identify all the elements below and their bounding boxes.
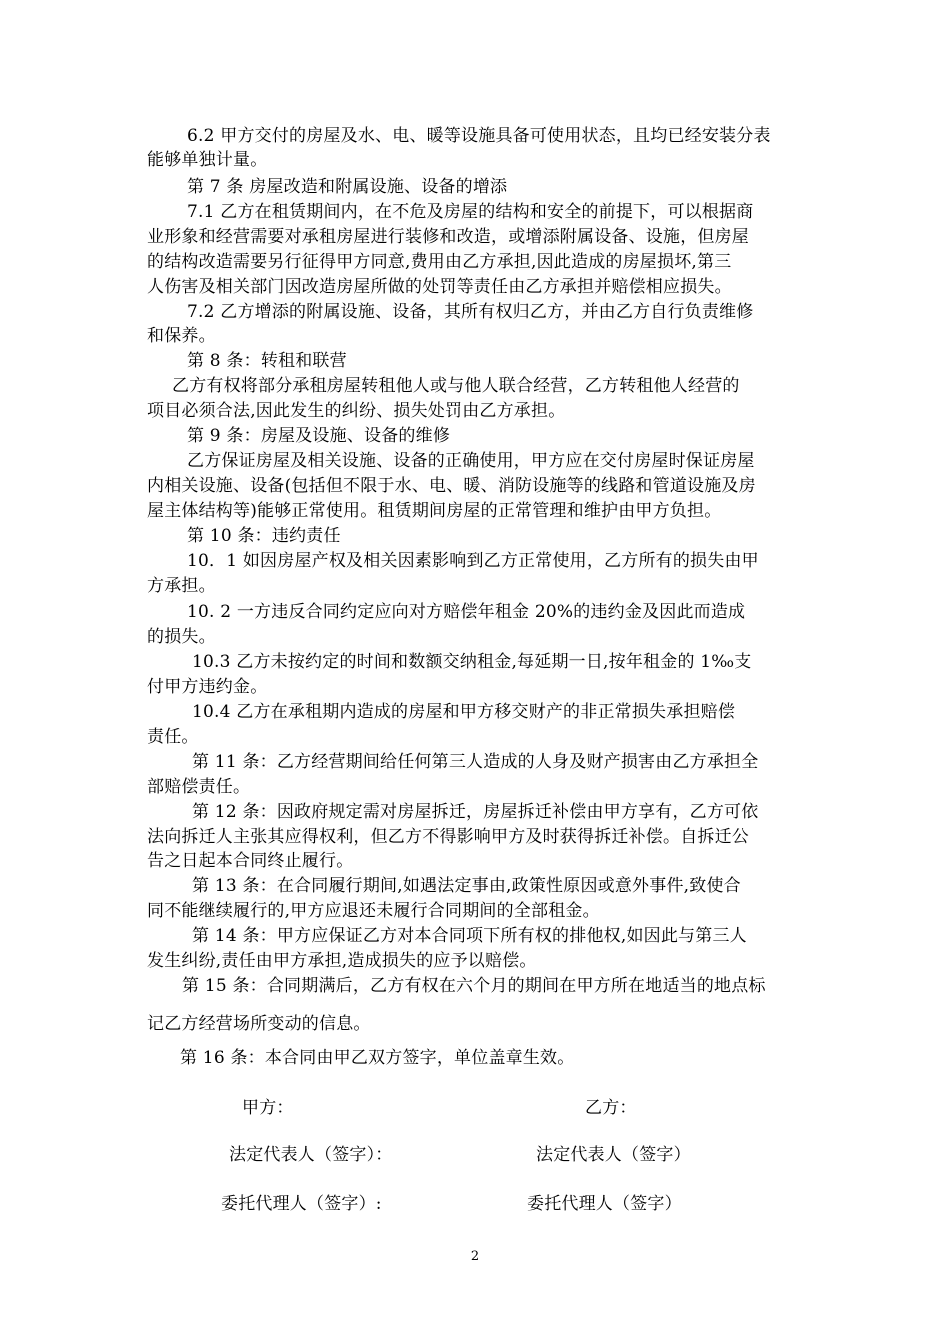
clause-9-heading: 第 9 条：房屋及设施、设备的维修: [187, 426, 451, 446]
party-a-label: 甲方：: [242, 1098, 294, 1118]
clause-11-line-1: 第 11 条：乙方经营期间给任何第三人造成的人身及财产损害由乙方承担全: [192, 752, 759, 772]
clause-11-line-2: 部赔偿责任。: [147, 777, 251, 797]
clause-14-line-1: 第 14 条：甲方应保证乙方对本合同项下所有权的排他权,如因此与第三人: [192, 926, 747, 946]
clause-7-1-line-3: 的结构改造需要另行征得甲方同意,费用由乙方承担,因此造成的房屋损坏,第三: [147, 252, 732, 272]
clause-16-line: 第 16 条：本合同由甲乙双方签字，单位盖章生效。: [180, 1048, 575, 1068]
clause-7-1-line-1: 7.1 乙方在租赁期间内，在不危及房屋的结构和安全的前提下，可以根据商: [187, 202, 754, 222]
clause-6-2-line-2: 能够单独计量。: [147, 150, 268, 170]
clause-10-2-line-1: 10. 2 一方违反合同约定应向对方赔偿年租金 20%的违约金及因此而造成: [187, 602, 746, 622]
clause-10-2-line-2: 的损失。: [147, 627, 216, 647]
clause-10-3-line-1: 10.3 乙方未按约定的时间和数额交纳租金,每延期一日,按年租金的 1‰支: [192, 652, 752, 672]
clause-7-1-line-2: 业形象和经营需要对承租房屋进行装修和改造，或增添附属设备、设施，但房屋: [147, 227, 749, 247]
clause-12-line-3: 告之日起本合同终止履行。: [147, 851, 354, 871]
clause-10-heading: 第 10 条：违约责任: [187, 526, 341, 546]
clause-10-4-line-1: 10.4 乙方在承租期内造成的房屋和甲方移交财产的非正常损失承担赔偿: [192, 702, 736, 722]
party-b-label: 乙方：: [585, 1098, 637, 1118]
clause-14-line-2: 发生纠纷,责任由甲方承担,造成损失的应予以赔偿。: [147, 951, 537, 971]
clause-7-2-line-2: 和保养。: [147, 326, 216, 346]
party-a-legal-rep-label: 法定代表人（签字）：: [229, 1145, 393, 1165]
clause-8-line-1: 乙方有权将部分承租房屋转租他人或与他人联合经营，乙方转租他人经营的: [172, 376, 740, 396]
party-a-agent-label: 委托代理人（签字）:: [221, 1194, 382, 1214]
clause-7-1-line-4: 人伤害及相关部门因改造房屋所做的处罚等责任由乙方承担并赔偿相应损失。: [147, 277, 732, 297]
party-b-agent-label: 委托代理人（签字）: [527, 1194, 682, 1214]
clause-9-line-2: 内相关设施、设备(包括但不限于水、电、暖、消防设施等的线路和管道设施及房: [147, 476, 756, 496]
clause-15-line-1: 第 15 条：合同期满后，乙方有权在六个月的期间在甲方所在地适当的地点标: [182, 976, 766, 996]
clause-13-line-1: 第 13 条：在合同履行期间,如遇法定事由,政策性原因或意外事件,致使合: [192, 876, 741, 896]
page-number: 2: [470, 1249, 480, 1264]
clause-12-line-1: 第 12 条：因政府规定需对房屋拆迁，房屋拆迁补偿由甲方享有，乙方可依: [192, 802, 759, 822]
clause-15-line-2: 记乙方经营场所变动的信息。: [147, 1014, 371, 1034]
clause-9-line-3: 屋主体结构等)能够正常使用。租赁期间房屋的正常管理和维护由甲方负担。: [147, 501, 722, 521]
clause-7-heading: 第 7 条 房屋改造和附属设施、设备的增添: [187, 177, 508, 197]
clause-6-2-line-1: 6.2 甲方交付的房屋及水、电、暖等设施具备可使用状态，且均已经安装分表: [187, 126, 771, 146]
clause-10-1-line-2: 方承担。: [147, 576, 216, 596]
clause-8-line-2: 项目必须合法,因此发生的纠纷、损失处罚由乙方承担。: [147, 401, 566, 421]
clause-10-4-line-2: 责任。: [147, 727, 199, 747]
clause-12-line-2: 法向拆迁人主张其应得权利，但乙方不得影响甲方及时获得拆迁补偿。自拆迁公: [147, 827, 749, 847]
clause-9-line-1: 乙方保证房屋及相关设施、设备的正确使用，甲方应在交付房屋时保证房屋: [187, 451, 755, 471]
clause-13-line-2: 同不能继续履行的,甲方应退还未履行合同期间的全部租金。: [147, 901, 600, 921]
clause-8-heading: 第 8 条：转租和联营: [187, 351, 347, 371]
party-b-legal-rep-label: 法定代表人（签字）: [536, 1145, 691, 1165]
clause-10-1-line-1: 10．1 如因房屋产权及相关因素影响到乙方正常使用，乙方所有的损失由甲: [187, 551, 759, 571]
clause-10-3-line-2: 付甲方违约金。: [147, 677, 268, 697]
clause-7-2-line-1: 7.2 乙方增添的附属设施、设备，其所有权归乙方，并由乙方自行负责维修: [187, 302, 754, 322]
